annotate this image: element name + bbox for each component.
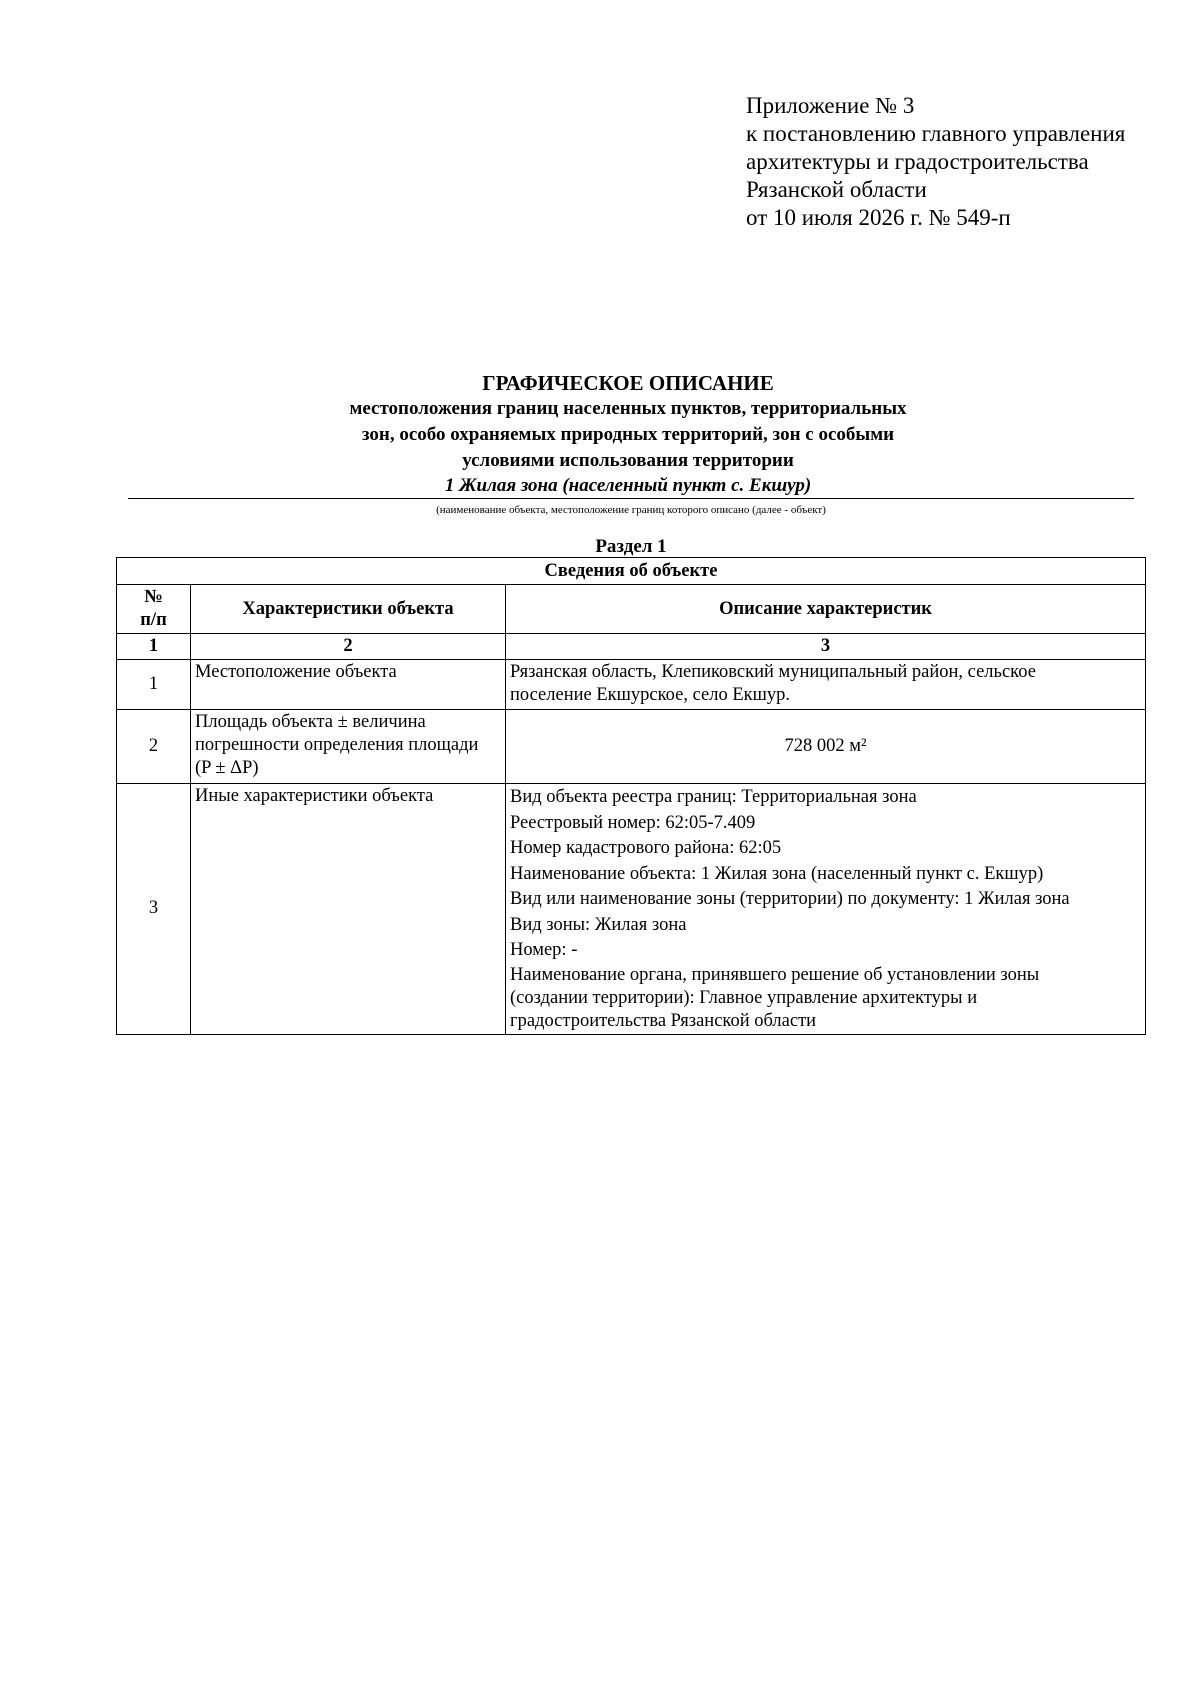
row-description — [506, 710, 1146, 784]
characteristic-line: Площадь объекта ± величина — [195, 712, 426, 732]
description-line: Наименование объекта: 1 Жилая зона (населенный пункт с. Екшур) — [510, 863, 1044, 884]
column-number: 1 — [117, 634, 191, 660]
document-subtitle-line: условиями использования территории — [462, 450, 794, 471]
description-line: (создании территории): Главное управление архитектуры и — [510, 987, 978, 1008]
table-title-row — [117, 558, 1146, 585]
row-characteristic — [191, 660, 506, 710]
document-title-block — [128, 370, 1128, 498]
section-title: Раздел 1 — [595, 536, 667, 557]
document-title: ГРАФИЧЕСКОЕ ОПИСАНИЕ — [482, 371, 774, 395]
description-line: Реестровый номер: 62:05-7.409 — [510, 812, 756, 833]
header-num-line: п/п — [140, 610, 167, 630]
table-header-row — [117, 585, 1146, 634]
description-line: Рязанская область, Клепиковский муниципальный район, сельское — [510, 662, 1036, 682]
object-name: 1 Жилая зона (населенный пункт с. Екшур) — [444, 475, 812, 496]
description-line: 728 002 м² — [784, 736, 867, 756]
characteristic-line: Иные характеристики объекта — [195, 786, 434, 806]
column-number: 2 — [191, 634, 506, 660]
row-description — [506, 660, 1146, 710]
table-row — [117, 784, 1146, 1035]
appendix-line: Рязанской области — [746, 177, 927, 202]
row-characteristic — [191, 784, 506, 1035]
row-number: 2 — [117, 710, 191, 784]
table-title: Сведения об объекте — [117, 558, 1146, 585]
row-characteristic — [191, 710, 506, 784]
object-caption: (наименование объекта, местоположение границ которого описано (далее - объект) — [436, 504, 826, 516]
characteristic-line: Местоположение объекта — [195, 662, 397, 682]
description-line: Номер: - — [510, 940, 578, 960]
description-line: Номер кадастрового района: 62:05 — [510, 838, 782, 858]
description-line: Вид объекта реестра границ: Территориальная зона — [510, 787, 917, 807]
description-line: поселение Екшурское, село Екшур. — [510, 685, 790, 705]
appendix-line: архитектуры и градостроительства — [746, 149, 1089, 174]
description-line: Вид или наименование зоны (территории) по документу: 1 Жилая зона — [510, 889, 1070, 909]
header-num — [117, 585, 191, 634]
characteristic-line: погрешности определения площади — [195, 735, 479, 755]
document-subtitle-line: местоположения границ населенных пунктов, территориальных — [349, 398, 907, 419]
document-subtitle-line: зон, особо охраняемых природных территорий, зон с особыми — [361, 424, 895, 445]
object-info-table — [116, 557, 1146, 1035]
row-number: 1 — [117, 660, 191, 710]
column-number: 3 — [506, 634, 1146, 660]
description-line: Наименование органа, принявшего решение об установлении зоны — [510, 964, 1040, 985]
description-line: Вид зоны: Жилая зона — [510, 914, 687, 935]
appendix-line: к постановлению главного управления — [746, 121, 1126, 146]
characteristic-line: (P ± ΔP) — [195, 758, 259, 778]
appendix-line: от 10 июля 2026 г. № 549-п — [746, 205, 1011, 230]
header-characteristic: Характеристики объекта — [191, 585, 506, 634]
header-description: Описание характеристик — [506, 585, 1146, 634]
table-row — [117, 710, 1146, 784]
row-number: 3 — [117, 784, 191, 1035]
appendix-line: Приложение № 3 — [746, 93, 915, 118]
description-line: градостроительства Рязанской области — [510, 1010, 817, 1031]
table-row — [117, 660, 1146, 710]
header-num-line: № — [144, 587, 163, 607]
title-divider — [128, 498, 1134, 499]
appendix-header — [746, 92, 1125, 232]
row-description — [506, 784, 1146, 1035]
column-number-row — [117, 634, 1146, 660]
